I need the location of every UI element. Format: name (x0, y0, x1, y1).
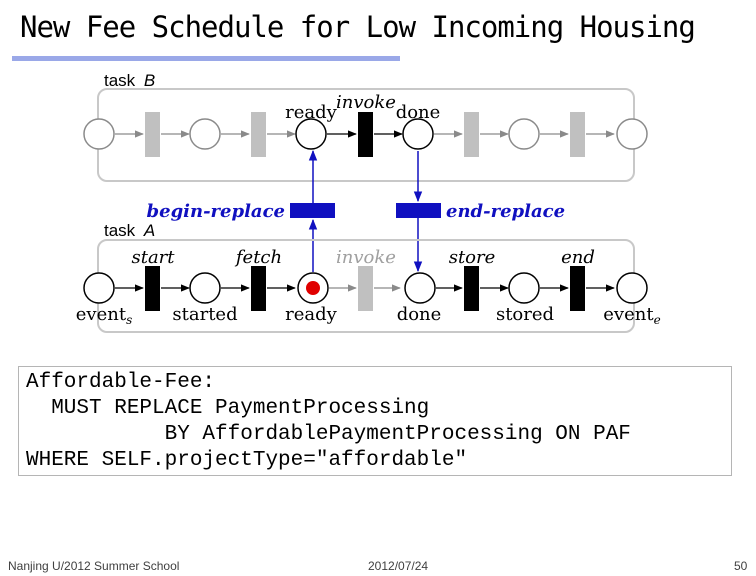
end-replace-label: end-replace (446, 201, 566, 222)
task-a-transition-start (145, 266, 160, 311)
task-a-transition-store (464, 266, 479, 311)
task-a-place-stored (509, 273, 539, 303)
slide-title: New Fee Schedule for Low Incoming Housing (20, 10, 695, 44)
task-b-place (509, 119, 539, 149)
task-a-done-label: done (396, 304, 442, 325)
task-a-place-event-e (617, 273, 647, 303)
task-a-event-s-label (76, 304, 132, 327)
task-b-transition (251, 112, 266, 157)
task-a-place-done (405, 273, 435, 303)
token-dot (306, 281, 320, 295)
task-a-event-e-label (603, 304, 660, 327)
task-a-transition-end (570, 266, 585, 311)
task-b-place-done (403, 119, 433, 149)
code-line-3: BY AffordablePaymentProcessing ON PAF (26, 423, 631, 446)
task-a-started-label: started (172, 304, 238, 325)
task-b-place (617, 119, 647, 149)
task-a-start-label: start (131, 247, 175, 268)
task-b-place (84, 119, 114, 149)
task-a-stored-label: stored (495, 304, 555, 325)
footer-page-number: 50 (734, 559, 748, 573)
footer-source: Nanjing U/2012 Summer School (8, 559, 180, 573)
footer-date: 2012/07/24 (368, 559, 429, 573)
task-a-store-label: store (448, 247, 496, 268)
task-b-transition (145, 112, 160, 157)
code-line-2: MUST REPLACE PaymentProcessing (26, 397, 430, 420)
task-a-invoke-label: invoke (336, 247, 396, 268)
task-a-end-label: end (561, 247, 595, 268)
task-b-label-prefix: task (104, 71, 136, 90)
task-a-label (104, 221, 155, 240)
task-b-label (104, 71, 155, 90)
task-b-place (190, 119, 220, 149)
task-a-ready-label: ready (285, 304, 337, 325)
task-b-place-ready (296, 119, 326, 149)
task-b-transition (570, 112, 585, 157)
task-b-invoke-label: invoke (336, 92, 396, 113)
task-a-label-prefix: task (104, 221, 136, 240)
begin-replace-transition (290, 203, 335, 218)
begin-replace-label: begin-replace (146, 201, 285, 222)
task-a-transition-fetch (251, 266, 266, 311)
task-a-place-started (190, 273, 220, 303)
task-a-fetch-label: fetch (235, 247, 283, 268)
task-b-label-var: B (143, 71, 156, 90)
task-a-place-event-s (84, 273, 114, 303)
code-line-4: WHERE SELF.projectType="affordable" (26, 449, 468, 472)
task-a-transition-invoke (358, 266, 373, 311)
event-e-base: event (603, 304, 654, 325)
task-b-done-label: done (395, 102, 441, 123)
end-replace-transition (396, 203, 441, 218)
task-b-ready-label: ready (285, 102, 337, 123)
event-s-base: event (75, 304, 127, 325)
task-a-label-var: A (143, 221, 156, 240)
task-b-transition-invoke (358, 112, 373, 157)
code-line-1: Affordable-Fee: (26, 371, 216, 394)
task-b-transition (464, 112, 479, 157)
event-e-subscript: e (653, 313, 661, 327)
event-s-subscript: s (126, 313, 133, 327)
